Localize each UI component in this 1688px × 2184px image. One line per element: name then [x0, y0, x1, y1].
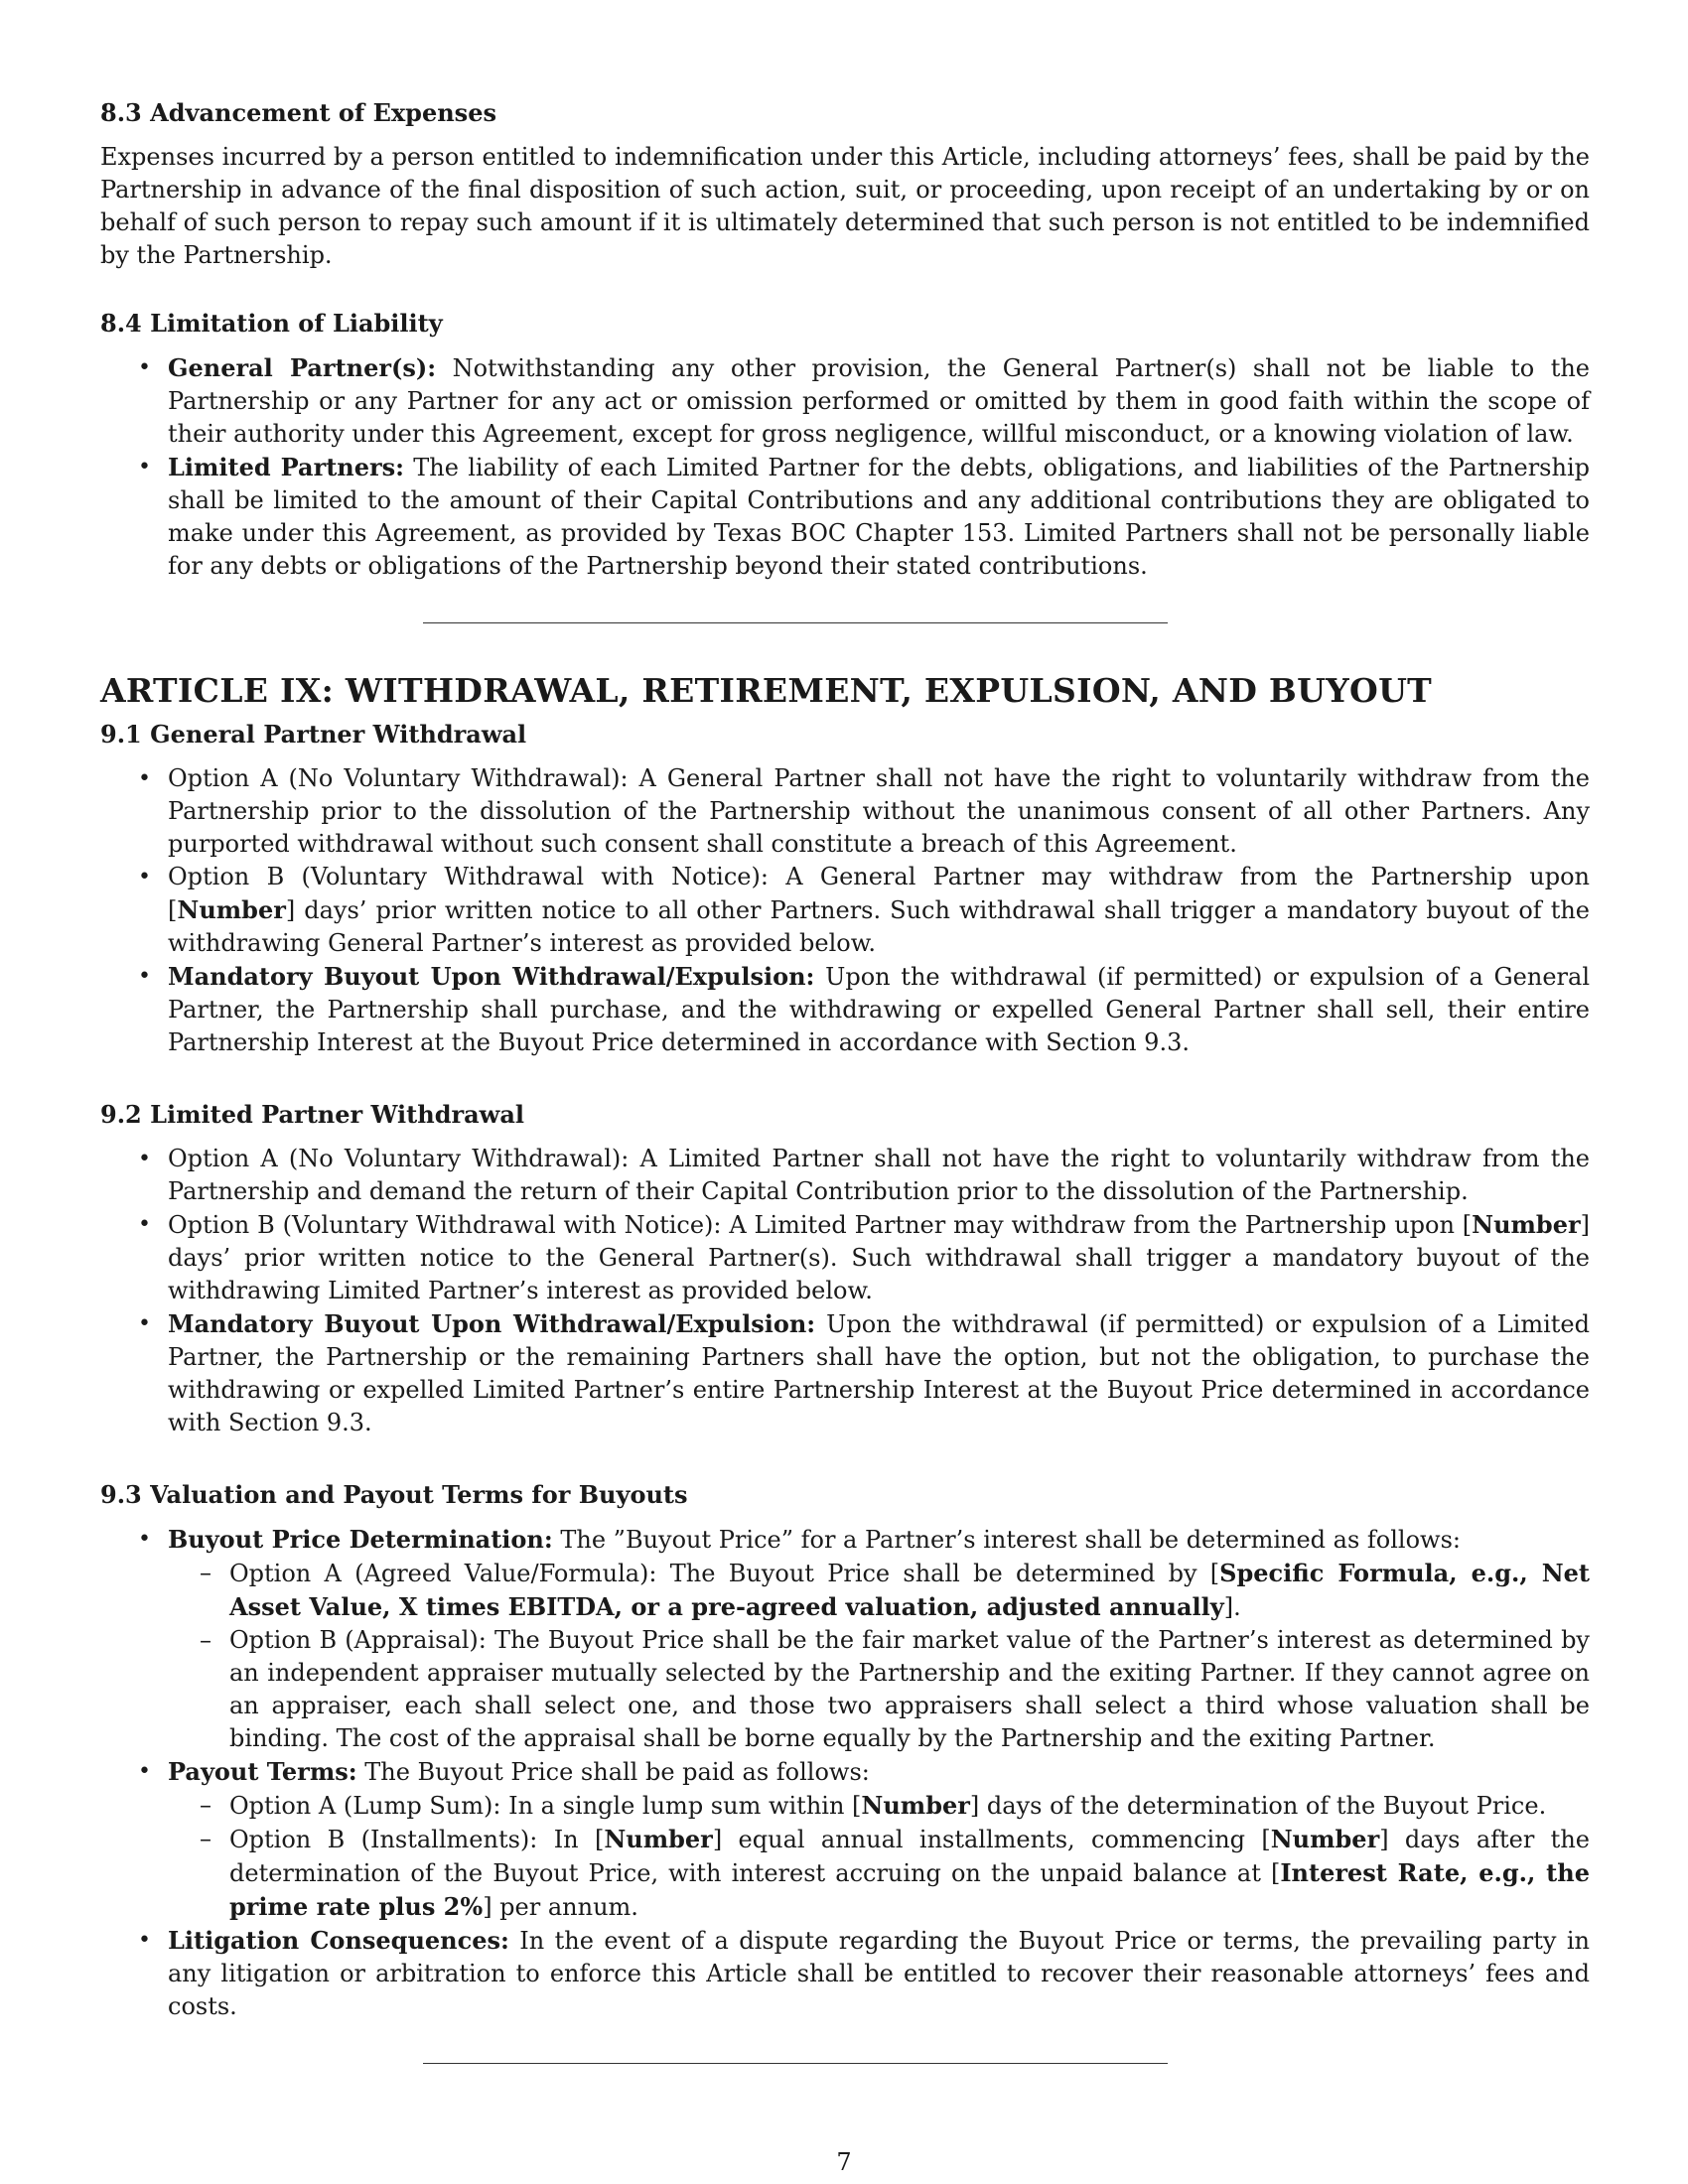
list-item	[100, 1924, 1590, 2023]
gp-liability-text: Notwithstanding any other provision, the General Partner(s) shall not be liable to the Partnership or any Partner for any act or omission performed or omitted by them in good faith within the scope of their authority under this Agreement, except for gross negligence, willful misconduct, or a knowing violation of law.	[168, 354, 1591, 448]
placeholder-number: Number	[604, 1825, 713, 1853]
list-item	[100, 960, 1590, 1059]
list-item	[168, 1789, 1590, 1823]
section-9-1-list	[100, 762, 1590, 1059]
gp-option-a-text: Option A (No Voluntary Withdrawal): A General Partner shall not have the right to voluntarily withdraw from the Partnership prior to the dissolution of the Partnership without the unanimous consent of all other Partners. Any purported withdrawal without such consent shall constitute a breach of this Agreement.	[168, 764, 1590, 858]
page-number: 7	[836, 2148, 852, 2176]
buyout-price-text: The ”Buyout Price” for a Partner’s interest shall be determined as follows:	[552, 1526, 1461, 1554]
section-8-3-text: Expenses incurred by a person entitled to indemnification under this Article, including attorneys’ fees, shall be paid by the Partnership in advance of the final disposition of such action, suit, or proceeding, upon receipt of an undertaking by or on behalf of such person to repay such amount if it is ultimately determined that such person is not entitled to be indemnified by the Partnership.	[100, 143, 1590, 269]
list-item	[168, 1624, 1590, 1755]
bp-option-a-text: Option A (Agreed Value/Formula): The Buyout Price shall be determined by [	[229, 1560, 1220, 1587]
pt-option-b-text-mid: ] equal annual installments, commencing [	[712, 1826, 1271, 1853]
list-item	[100, 1755, 1590, 1924]
gp-mandatory-buyout-label: Mandatory Buyout Upon Withdrawal/Expulsion:	[168, 962, 815, 991]
lp-option-b-text-end: ] days’ prior written notice to the General Partner(s). Such withdrawal shall trigger a mandatory buyout of the withdrawing Limited Partner’s interest as provided below.	[168, 1211, 1590, 1304]
bp-option-a-text-end: ].	[1223, 1593, 1241, 1621]
placeholder-number: Number	[177, 895, 286, 924]
bp-option-b-text: Option B (Appraisal): The Buyout Price shall be the fair market value of the Partner’s interest as determined by an independent appraiser mutually selected by the Partnership and the exiting Partner. If they cannot agree on an appraiser, each shall select one, and those two appraisers shall select a third whose valuation shall be binding. The cost of the appraisal shall be borne equally by the Partnership and the exiting Partner.	[229, 1626, 1590, 1752]
section-8-4-list	[100, 351, 1590, 583]
placeholder-interest-rate: Interest Rate, e.g., the prime rate plus 2%	[229, 1858, 1590, 1921]
section-divider	[423, 622, 1168, 623]
list-item	[100, 451, 1590, 583]
section-9-3-list	[100, 1523, 1590, 2023]
section-9-3-heading: 9.3 Valuation and Payout Terms for Buyouts	[100, 1480, 688, 1509]
list-item	[100, 1307, 1590, 1439]
payout-terms-options	[168, 1789, 1590, 1924]
section-9-2-list	[100, 1143, 1590, 1439]
payout-terms-text: The Buyout Price shall be paid as follows:	[356, 1758, 870, 1786]
litigation-text: In the event of a dispute regarding the Buyout Price or terms, the prevailing party in any litigation or arbitration to enforce this Article shall be entitled to recover their reasonable attorneys’ fees and costs.	[168, 1927, 1590, 2020]
litigation-label: Litigation Consequences:	[168, 1926, 509, 1955]
gp-option-b-text: Option B (Voluntary Withdrawal with Notice): A General Partner may withdraw from the Partnership upon [	[168, 863, 1590, 924]
placeholder-number: Number	[1270, 1825, 1380, 1853]
pt-option-a-text: Option A (Lump Sum): In a single lump sum within [	[229, 1792, 862, 1820]
list-item	[100, 861, 1590, 960]
list-item	[100, 351, 1590, 451]
section-9-2-heading: 9.2 Limited Partner Withdrawal	[100, 1100, 524, 1129]
list-item	[100, 1143, 1590, 1208]
lp-option-b-text: Option B (Voluntary Withdrawal with Notice): A Limited Partner may withdraw from the Partnership upon [	[168, 1211, 1473, 1239]
buyout-price-label: Buyout Price Determination:	[168, 1525, 553, 1554]
pt-option-b-text: Option B (Installments): In [	[229, 1826, 605, 1853]
list-item	[168, 1823, 1590, 1924]
gp-mandatory-buyout-text: Upon the withdrawal (if permitted) or expulsion of a General Partner, the Partnership shall purchase, and the withdrawing or expelled General Partner shall sell, their entire Partnership Interest at the Buyout Price determined in accordance with Section 9.3.	[168, 963, 1590, 1056]
buyout-price-options	[168, 1557, 1590, 1755]
section-8-4-heading: 8.4 Limitation of Liability	[100, 309, 443, 338]
section-8-3-heading: 8.3 Advancement of Expenses	[100, 98, 496, 127]
list-item	[100, 762, 1590, 861]
gp-liability-label: General Partner(s):	[168, 353, 437, 382]
lp-mandatory-buyout-text: Upon the withdrawal (if permitted) or expulsion of a Limited Partner, the Partnership or the remaining Partners shall have the option, but not the obligation, to purchase the withdrawing or expelled Limited Partner’s entire Partnership Interest at the Buyout Price determined in accordance with Section 9.3.	[168, 1310, 1591, 1436]
section-divider	[423, 2063, 1168, 2064]
placeholder-number: Number	[861, 1791, 970, 1820]
list-item	[168, 1557, 1590, 1624]
list-item	[100, 1523, 1590, 1755]
placeholder-formula: Specific Formula, e.g., Net Asset Value, X times EBITDA, or a pre-agreed valuation, adjusted annually	[229, 1559, 1590, 1621]
payout-terms-label: Payout Terms:	[168, 1757, 357, 1786]
gp-option-b-text-end: ] days’ prior written notice to all other Partners. Such withdrawal shall trigger a mandatory buyout of the withdrawing General Partner’s interest as provided below.	[168, 896, 1590, 957]
pt-option-b-text-end: ] per annum.	[483, 1893, 638, 1921]
pt-option-b-text-mid: ] days after the determination of the Buyout Price, with interest accruing on the unpaid balance at [	[229, 1826, 1590, 1887]
page-content	[100, 97, 1590, 2064]
lp-mandatory-buyout-label: Mandatory Buyout Upon Withdrawal/Expulsion:	[168, 1309, 816, 1338]
section-9-1-heading: 9.1 General Partner Withdrawal	[100, 720, 527, 749]
article-9-title: ARTICLE IX: WITHDRAWAL, RETIREMENT, EXPULSION, AND BUYOUT	[100, 671, 1433, 710]
placeholder-number: Number	[1472, 1210, 1581, 1239]
pt-option-a-text-end: ] days of the determination of the Buyout Price.	[969, 1792, 1547, 1820]
lp-option-a-text: Option A (No Voluntary Withdrawal): A Limited Partner shall not have the right to voluntarily withdraw from the Partnership and demand the return of their Capital Contribution prior to the dissolution of the Partnership.	[168, 1145, 1590, 1205]
lp-liability-text: The liability of each Limited Partner for the debts, obligations, and liabilities of the Partnership shall be limited to the amount of their Capital Contributions and any additional contributions they are obligated to make under this Agreement, as provided by Texas BOC Chapter 153. Limited Partners shall not be personally liable for any debts or obligations of the Partnership beyond their stated contributions.	[168, 454, 1590, 580]
lp-liability-label: Limited Partners:	[168, 453, 405, 481]
list-item	[100, 1208, 1590, 1307]
